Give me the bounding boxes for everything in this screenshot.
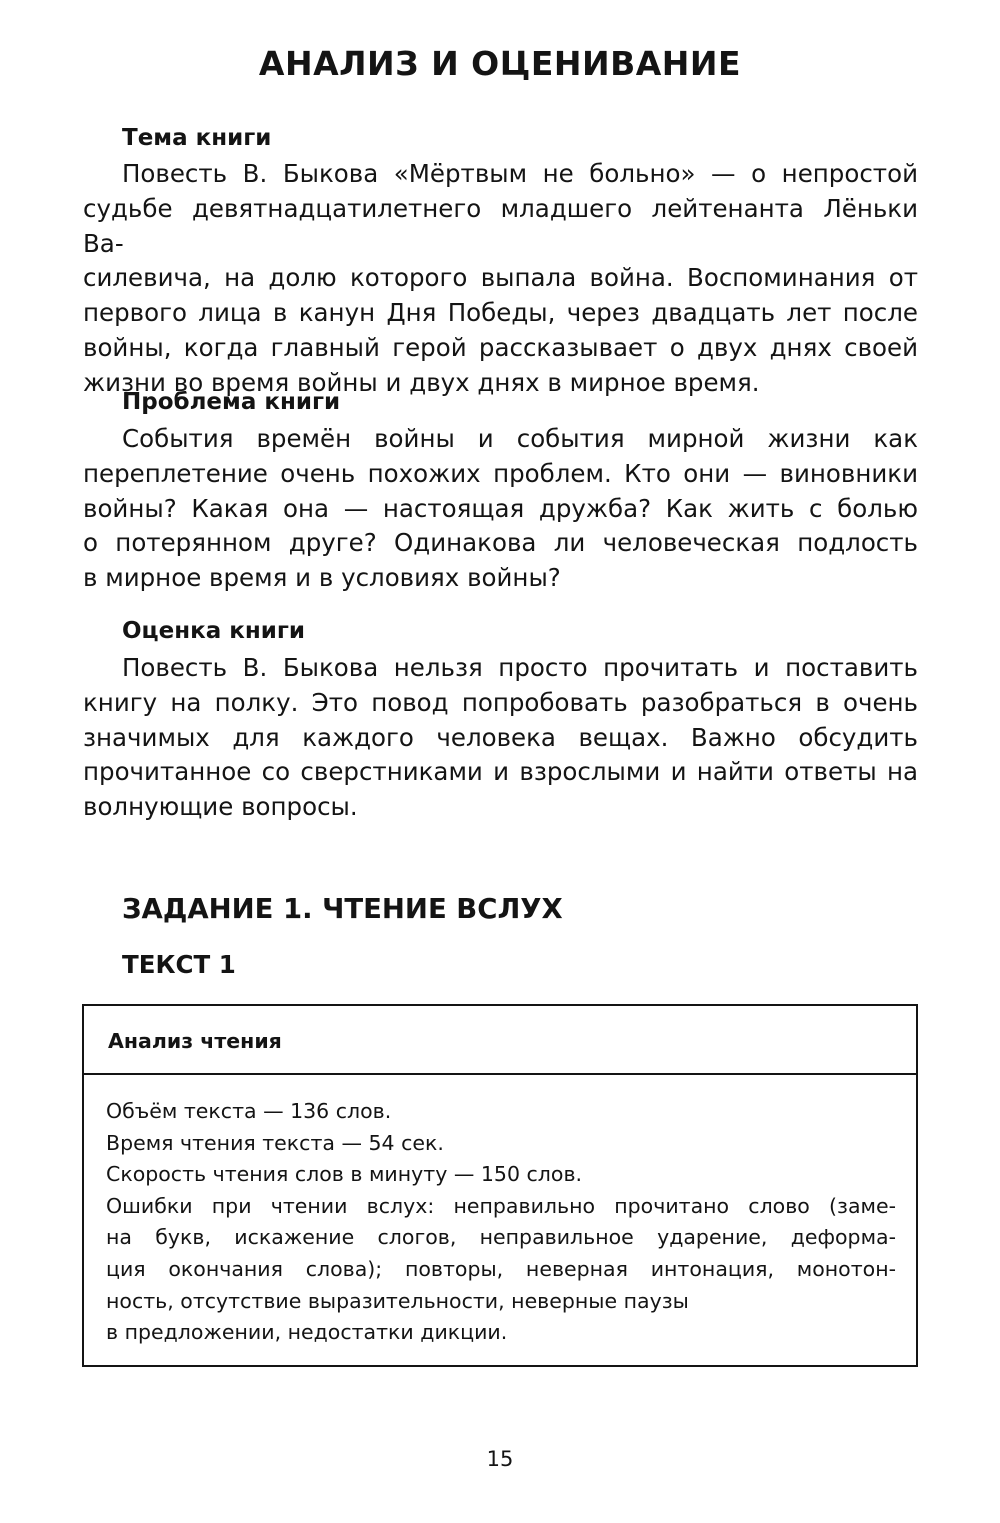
analysis-line: Время чтения текста — 54 сек.	[106, 1130, 444, 1155]
paragraph-line: войны, когда главный герой рассказывает о двух днях своей	[83, 332, 918, 362]
page-title: АНАЛИЗ И ОЦЕНИВАНИЕ	[258, 44, 742, 83]
text-label: ТЕКСТ 1	[122, 950, 236, 979]
paragraph-line: волнующие вопросы.	[83, 792, 358, 822]
section-heading-theme: Тема книги	[122, 125, 272, 151]
section-heading-problem: Проблема книги	[122, 389, 341, 415]
task-title: ЗАДАНИЕ 1. ЧТЕНИЕ ВСЛУХ	[122, 893, 563, 925]
paragraph-line: жизни во время войны и двух днях в мирное время.	[83, 367, 760, 397]
analysis-line: ность, отсутствие выразительности, неверные паузы	[106, 1288, 689, 1313]
page-number: 15	[486, 1447, 514, 1471]
paragraph-line: Повесть В. Быкова нельзя просто прочитать и поставить	[122, 653, 918, 682]
analysis-line: Ошибки при чтении вслух: неправильно прочитано слово (заме-	[106, 1193, 896, 1218]
paragraph-line: силевича, на долю которого выпала война. Воспоминания от	[83, 263, 918, 293]
paragraph-line: книгу на полку. Это повод попробовать разобраться в очень	[83, 687, 918, 717]
section-heading-assessment: Оценка книги	[122, 618, 305, 644]
reading-analysis-box	[82, 1004, 918, 1367]
paragraph-line: в мирное время и в условиях войны?	[83, 563, 561, 593]
paragraph-line: о потерянном друге? Одинакова ли человеческая подлость	[83, 528, 918, 558]
analysis-line: на букв, искажение слогов, неправильное ударение, деформа-	[106, 1225, 896, 1250]
paragraph-line: прочитанное со сверстниками и взрослыми и найти ответы на	[83, 757, 918, 787]
paragraph-line: Повесть В. Быкова «Мёртвым не больно» — о непростой	[122, 159, 918, 188]
section-paragraph-problem	[83, 422, 918, 596]
analysis-line: Объём текста — 136 слов.	[106, 1099, 392, 1123]
paragraph-line: первого лица в канун Дня Победы, через двадцать лет после	[83, 298, 918, 328]
paragraph-line: войны? Какая она — настоящая дружба? Как жить с болью	[83, 493, 918, 523]
reading-analysis-body	[106, 1096, 896, 1349]
section-paragraph-assessment	[83, 651, 918, 825]
paragraph-line: переплетение очень похожих проблем. Кто они — виновники	[83, 458, 918, 488]
analysis-line: Скорость чтения слов в минуту — 150 слов.	[106, 1162, 583, 1187]
paragraph-line: События времён войны и события мирной жизни как	[122, 424, 918, 453]
section-paragraph-theme	[83, 157, 918, 401]
reading-analysis-header	[84, 1006, 916, 1075]
reading-analysis-header-label: Анализ чтения	[108, 1029, 282, 1053]
analysis-line: в предложении, недостатки дикции.	[106, 1320, 508, 1345]
paragraph-line: значимых для каждого человека вещах. Важно обсудить	[83, 722, 918, 752]
paragraph-line: судьбе девятнадцатилетнего младшего лейтенанта Лёньки Ва-	[83, 193, 918, 258]
analysis-line: ция окончания слова); повторы, неверная интонация, монотон-	[106, 1256, 896, 1281]
